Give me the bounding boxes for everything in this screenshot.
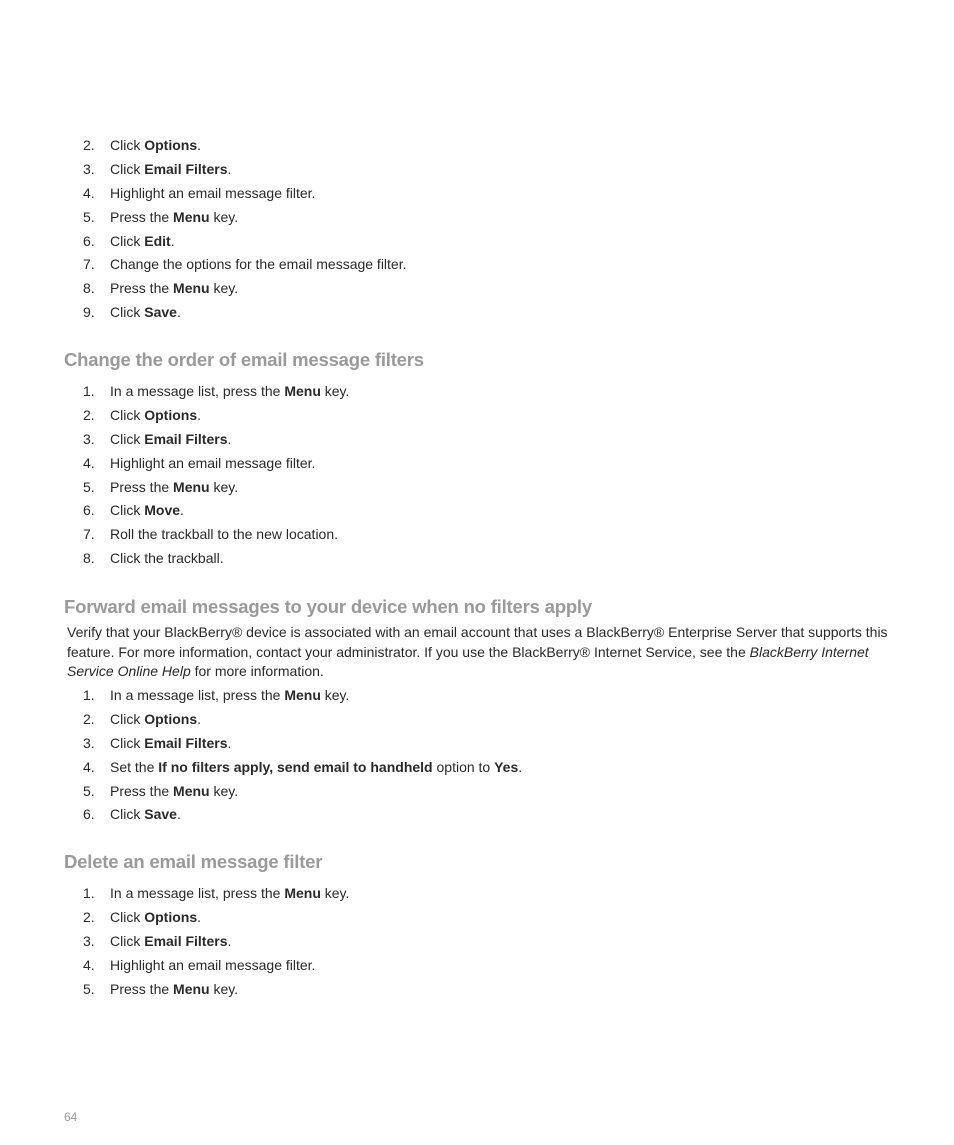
step-item <box>83 158 903 182</box>
intro-steps-list <box>83 134 903 325</box>
step-item <box>83 954 903 978</box>
step-text: key. <box>209 478 239 495</box>
step-number: 9. <box>83 304 95 321</box>
step-text: Press the <box>110 280 174 297</box>
step-number: 2. <box>83 908 95 925</box>
step-ui-term: Edit <box>144 232 171 249</box>
change-order-steps-list <box>83 380 903 571</box>
section-heading-forward: Forward email messages to your device when no filters apply <box>64 596 592 617</box>
step-number: 8. <box>83 280 95 297</box>
step-text: Click <box>110 806 145 823</box>
step-item <box>83 547 903 571</box>
step-text: Click <box>110 734 145 751</box>
step-text: Click <box>110 932 145 949</box>
step-ui-term: Save <box>144 304 177 321</box>
step-item <box>83 206 903 230</box>
step-text: key. <box>320 687 350 703</box>
step-item <box>83 476 903 500</box>
step-text: Press the <box>110 782 174 799</box>
step-item <box>83 404 903 428</box>
step-text: . <box>197 710 202 727</box>
step-ui-term: Yes <box>494 758 519 775</box>
step-ui-term: Email Filters <box>144 160 228 177</box>
step-item <box>83 523 903 547</box>
step-text: . <box>197 137 202 153</box>
step-number: 6. <box>83 232 95 249</box>
step-text: Press the <box>110 208 174 225</box>
forward-intro-paragraph <box>67 623 897 682</box>
section-heading-change-order: Change the order of email message filters <box>64 349 424 370</box>
step-ui-term: Menu <box>173 478 210 495</box>
step-text: Click <box>110 710 145 727</box>
step-ui-term: Email Filters <box>144 734 228 751</box>
step-ui-term: Menu <box>284 687 321 703</box>
step-number: 3. <box>83 932 95 949</box>
step-text: Press the <box>110 980 174 997</box>
step-text: . <box>518 758 523 775</box>
step-text: Highlight an email message filter. <box>110 454 316 471</box>
step-item <box>83 380 903 404</box>
step-number: 2. <box>83 710 95 727</box>
step-text: Click <box>110 304 145 321</box>
step-number: 5. <box>83 478 95 495</box>
step-text: Click <box>110 232 145 249</box>
step-ui-term: Options <box>144 137 198 153</box>
step-text: Click <box>110 137 145 153</box>
step-ui-term: Menu <box>173 208 210 225</box>
step-ui-term: Move <box>144 502 181 519</box>
step-text: . <box>180 502 184 519</box>
step-number: 4. <box>83 758 95 775</box>
step-number: 5. <box>83 208 95 225</box>
step-text: key. <box>209 208 239 225</box>
step-ui-term: Options <box>144 710 198 727</box>
step-text: key. <box>209 782 239 799</box>
forward-steps-list <box>83 684 903 827</box>
step-ui-term: Email Filters <box>144 932 228 949</box>
step-item <box>83 732 903 756</box>
step-number: 1. <box>83 885 95 901</box>
step-number: 8. <box>83 550 95 567</box>
step-text: Click <box>110 908 145 925</box>
step-text: key. <box>320 885 350 901</box>
step-text: Click the trackball. <box>110 550 224 567</box>
step-item <box>83 708 903 732</box>
step-text: . <box>170 232 175 249</box>
step-item <box>83 803 903 827</box>
step-number: 7. <box>83 256 95 273</box>
step-ui-term: Save <box>144 806 177 823</box>
step-number: 4. <box>83 956 95 973</box>
step-text: In a message list, press the <box>110 885 285 901</box>
step-item <box>83 756 903 780</box>
page-number: 64 <box>64 1110 78 1124</box>
delete-steps-list <box>83 882 903 1001</box>
step-item <box>83 930 903 954</box>
step-text: Click <box>110 502 145 519</box>
step-text: . <box>227 734 232 751</box>
step-text: . <box>227 430 232 447</box>
step-text: key. <box>320 383 350 399</box>
step-number: 5. <box>83 980 95 997</box>
step-item <box>83 301 903 325</box>
step-text: option to <box>432 758 495 775</box>
step-ui-term: Email Filters <box>144 430 228 447</box>
step-number: 4. <box>83 454 95 471</box>
step-text: . <box>197 406 202 423</box>
step-ui-term: Options <box>144 406 198 423</box>
step-text: In a message list, press the <box>110 383 285 399</box>
step-item <box>83 882 903 906</box>
step-number: 1. <box>83 383 95 399</box>
step-text: . <box>176 304 181 321</box>
step-number: 6. <box>83 502 95 519</box>
step-ui-term: If no filters apply, send email to handheld <box>158 758 433 775</box>
step-item <box>83 684 903 708</box>
step-item <box>83 978 903 1002</box>
step-text: Click <box>110 160 145 177</box>
step-text: Roll the trackball to the new location. <box>110 526 339 543</box>
step-ui-term: Menu <box>284 383 321 399</box>
step-ui-term: Menu <box>284 885 321 901</box>
step-ui-term: Menu <box>173 280 210 297</box>
step-text: . <box>227 932 232 949</box>
step-item <box>83 428 903 452</box>
step-number: 2. <box>83 406 95 423</box>
step-number: 7. <box>83 526 95 543</box>
step-ui-term: Options <box>144 908 198 925</box>
para-text: Verify that your BlackBerry® device is associated with an email account that uses a BlackBerry® Enterprise Server that supports this feature. For more information, contact your administrator. If you use the BlackBerry® Internet Service, see the <box>67 624 888 660</box>
step-text: In a message list, press the <box>110 687 285 703</box>
step-number: 3. <box>83 734 95 751</box>
section-heading-delete: Delete an email message filter <box>64 851 323 872</box>
step-text: Highlight an email message filter. <box>110 184 316 201</box>
step-text: . <box>197 908 202 925</box>
step-text: Press the <box>110 478 174 495</box>
step-text: Click <box>110 406 145 423</box>
step-item <box>83 253 903 277</box>
step-text: . <box>176 806 181 823</box>
step-ui-term: Menu <box>173 782 210 799</box>
step-text: Click <box>110 430 145 447</box>
step-item <box>83 230 903 254</box>
step-number: 5. <box>83 782 95 799</box>
step-item <box>83 134 903 158</box>
step-item <box>83 277 903 301</box>
step-text: Highlight an email message filter. <box>110 956 316 973</box>
step-number: 2. <box>83 137 95 153</box>
step-number: 1. <box>83 687 95 703</box>
step-item <box>83 906 903 930</box>
step-number: 3. <box>83 430 95 447</box>
step-text: Set the <box>110 758 159 775</box>
step-text: key. <box>209 280 239 297</box>
step-text: Change the options for the email message filter. <box>110 256 407 273</box>
step-ui-term: Menu <box>173 980 210 997</box>
step-item <box>83 499 903 523</box>
step-number: 4. <box>83 184 95 201</box>
para-italic-title: BlackBerry Internet Service Online Help <box>67 643 869 680</box>
step-item <box>83 780 903 804</box>
para-end: for more information. <box>190 663 324 680</box>
step-text: key. <box>209 980 239 997</box>
step-item <box>83 182 903 206</box>
step-text: . <box>227 160 232 177</box>
step-number: 3. <box>83 160 95 177</box>
step-number: 6. <box>83 806 95 823</box>
step-item <box>83 452 903 476</box>
